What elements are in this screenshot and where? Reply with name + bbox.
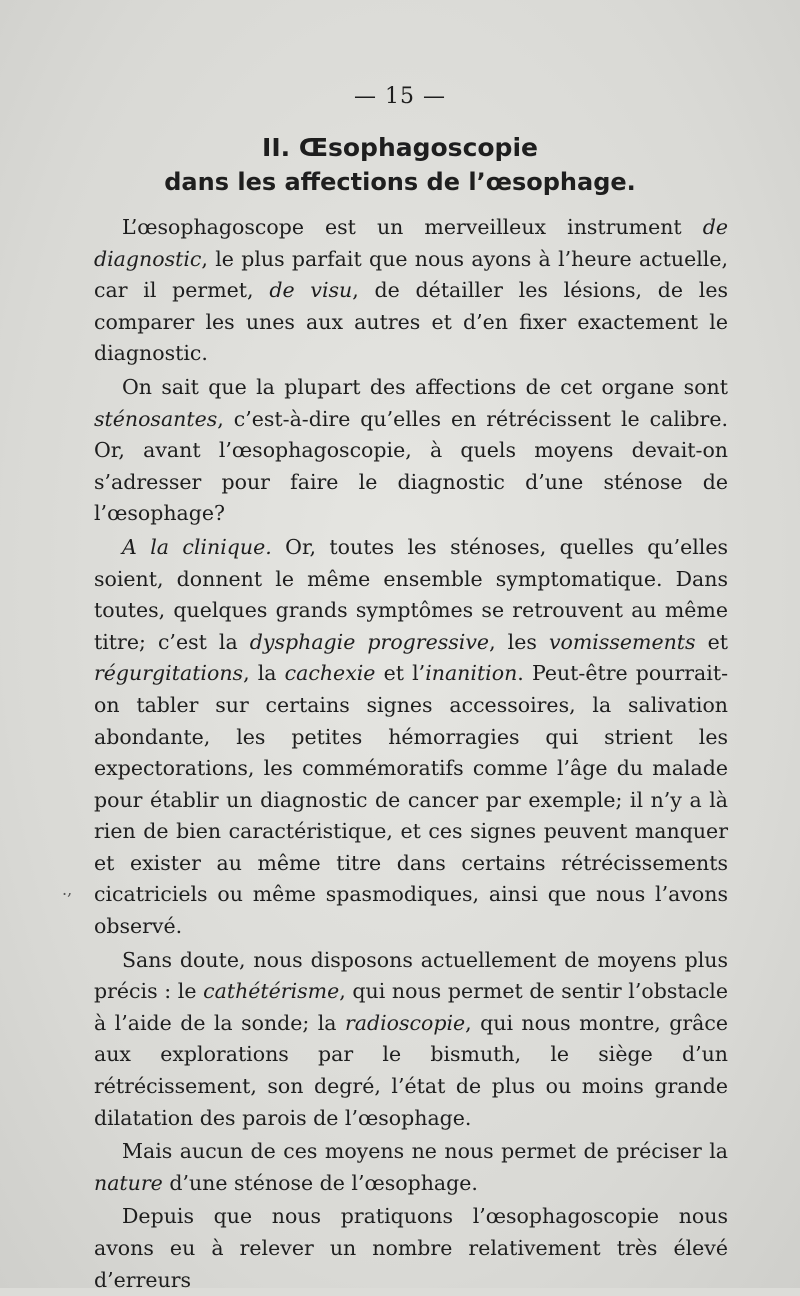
text-run: et l’: [375, 661, 426, 686]
italic-text: cachexie: [284, 661, 376, 686]
margin-mark: .,: [62, 880, 73, 899]
italic-text: de visu: [269, 278, 353, 303]
page-number: — 15 —: [354, 84, 446, 109]
text-run: Or, toutes les sténoses, quelles qu’elles soient, donnent le même ensemble symptomatique. Dans toutes, quelques grands symptômes se retrouvent au même titre; c’est la: [94, 534, 729, 654]
italic-text: inanition: [425, 661, 518, 686]
text-run: L’œsophagoscope est un merveilleux instrument: [122, 215, 703, 239]
text-run: , c’est-à-dire qu’elles en rétrécissent le calibre. Or, avant l’œsophagoscopie, à quels moyens devait-on s’adresser pour faire le diagnostic d’une sténose de l’œsophage?: [94, 406, 728, 526]
italic-text: cathétérisme: [203, 979, 340, 1004]
text-run: , qui nous permet de sentir l’obstacle à l’aide de la sonde; la: [94, 979, 728, 1035]
text-run: , de détailler les lésions, de les comparer les unes aux autres et d’en fixer exactement le diagnostic.: [94, 278, 729, 366]
italic-text: régurgitations: [94, 661, 244, 686]
paragraph: [94, 1201, 728, 1296]
paragraph: [94, 945, 728, 1135]
italic-text: A la clinique.: [122, 534, 272, 559]
text-run: . Peut-être pourrait-on tabler sur certains signes accessoires, la salivation abondante, les petites hémorragies qui strient les expectorations, les commémoratifs comme l’âge du malade pour établir un diagnostic de cancer par exemple; il n’y a là rien de bien caractéristique, et ces signes peuvent manquer et exister au même titre dans certains rétrécissements cicatriciels ou même spasmodiques, ainsi que nous l’avons observé.: [94, 661, 729, 939]
italic-text: vomissements: [548, 629, 696, 654]
body-text: [94, 212, 728, 1296]
text-run: , qui nous montre, grâce aux explorations par le bismuth, le siège d’un rétrécissement, son degré, l’état de plus ou moins grande dilatation des parois de l’œsophage.: [94, 1010, 728, 1130]
section-subtitle: dans les affections de l’œsophage.: [164, 168, 636, 196]
text-run: On sait que la plupart des affections de cet organe sont: [122, 374, 728, 399]
section-title: II. Œsophagoscopie: [262, 133, 538, 162]
text-run: Mais aucun de ces moyens ne nous permet de préciser la: [122, 1139, 728, 1164]
text-run: , le plus parfait que nous ayons à l’heure actuelle, car il permet,: [94, 246, 728, 303]
italic-text: de diagnostic: [94, 215, 728, 271]
italic-text: sténosantes: [94, 406, 218, 431]
text-run: , la: [243, 661, 285, 686]
text-run: Sans doute, nous disposons actuellement de moyens plus précis : le: [94, 947, 728, 1004]
text-run: d’une sténose de l’œsophage.: [162, 1170, 478, 1195]
italic-text: dysphagie progressive: [249, 629, 490, 654]
paragraph: [94, 372, 728, 530]
text-run: Depuis que nous pratiquons l’œsophagoscopie nous avons eu à relever un nombre relativement très élevé d’erreurs: [94, 1204, 728, 1292]
paragraph: [94, 532, 728, 943]
text-run: , les: [489, 629, 549, 654]
italic-text: nature: [94, 1170, 163, 1195]
paragraph: [94, 1136, 728, 1199]
italic-text: radioscopie: [344, 1010, 466, 1035]
text-run: et: [695, 629, 729, 654]
paragraph: [94, 212, 728, 370]
